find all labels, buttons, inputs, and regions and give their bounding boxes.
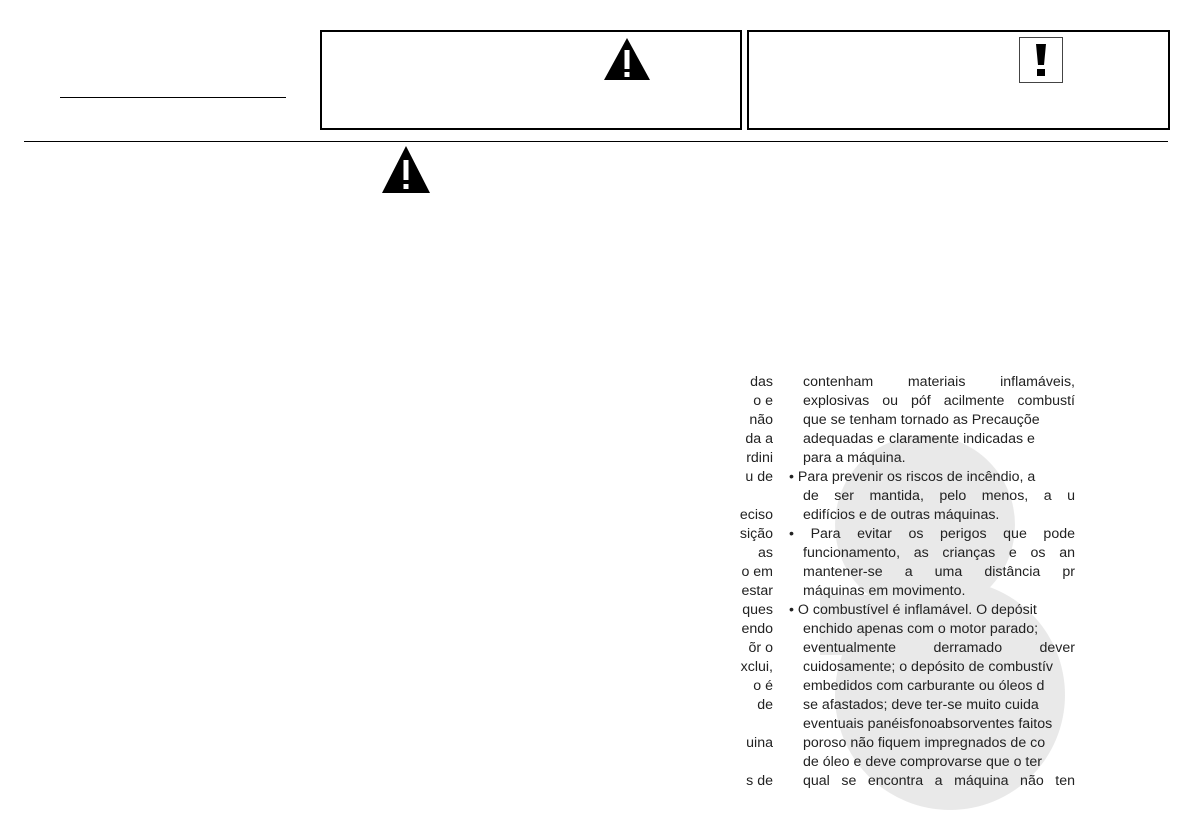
text-line: adequadas e claramente indicadas e [803,431,1035,447]
text-fragment: endo [741,621,773,637]
text-line: eventualmente derramado dever [803,640,1075,656]
text-line: de ser mantida, pelo menos, a u [803,488,1075,504]
text-fragment: das [750,374,773,390]
text-fragment: de [757,697,773,713]
text-fragment: as [758,545,773,561]
text-line: máquinas em movimento. [803,583,966,599]
text-fragment: s de [746,773,773,789]
header-underline [60,97,286,98]
left-column-fragments [700,373,773,791]
warning-triangle-icon [381,145,431,195]
text-line: poroso não fiquem impregnados de co [803,735,1046,751]
text-fragment: sição [739,526,773,542]
text-line: contenham materiais inflamáveis, [803,374,1075,390]
text-fragment: da a [745,431,773,447]
text-fragment: estar [741,583,773,599]
text-fragment: uina [746,735,773,751]
exclamation-square-icon [1019,37,1063,83]
text-fragment: xclui, [740,659,773,675]
text-fragment [700,753,773,772]
text-line: enchido apenas com o motor parado; [803,621,1039,637]
text-fragment: o é [753,678,773,694]
text-line: qual se encontra a máquina não ten [803,773,1075,789]
text-line: se afastados; deve ter-se muito cuida [803,697,1039,713]
text-line: edifícios e de outras máquinas. [803,507,1000,523]
text-fragment: o em [741,564,773,580]
text-line: • Para prevenir os riscos de incêndio, a [789,469,1036,485]
text-line: • O combustível é inflamável. O depósit [789,602,1037,618]
text-fragment: não [749,412,773,428]
safety-instructions-text [787,373,1075,791]
text-fragment: õr o [748,640,773,656]
warning-box-notice [747,30,1170,130]
text-line: embedidos com carburante ou óleos d [803,678,1045,694]
warning-box-danger [320,30,742,130]
text-fragment: o e [753,393,773,409]
text-line: funcionamento, as crianças e os an [803,545,1075,561]
text-fragment [700,715,773,734]
text-line: explosivas ou póf acilmente combustí [803,393,1075,409]
exclamation-mark [1034,44,1048,76]
text-line: eventuais panéisfonoabsorventes faitos [803,716,1053,732]
text-line: de óleo e deve comprovarse que o ter [803,754,1042,770]
text-fragment: eciso [739,507,773,523]
text-fragment: u de [745,469,773,485]
text-line: mantener-se a uma distância pr [803,564,1075,580]
text-line: que se tenham tornado as Precauçõe [803,412,1040,428]
section-divider [24,141,1168,142]
text-line: • Para evitar os perigos que pode [789,526,1075,542]
text-line: para a máquina. [803,450,906,466]
warning-triangle-icon [602,36,652,82]
text-fragment: rdini [746,450,773,466]
text-fragment: ques [742,602,773,618]
text-line: cuidosamente; o depósito de combustív [803,659,1054,675]
text-fragment [700,487,773,506]
